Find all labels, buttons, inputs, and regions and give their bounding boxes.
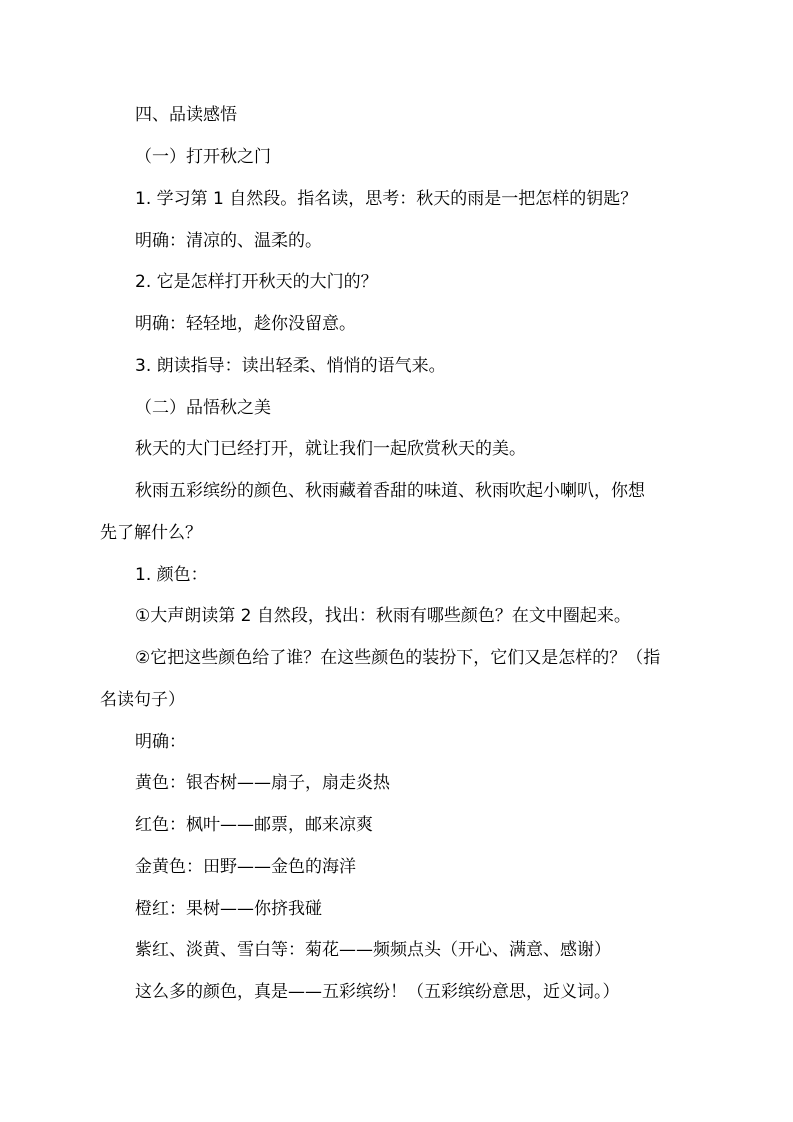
paragraph: 这么多的颜色，真是——五彩缤纷！（五彩缤纷意思，近义词。） bbox=[135, 982, 620, 1002]
paragraph: 明确： bbox=[135, 732, 186, 752]
section-heading: 四、品读感悟 bbox=[135, 105, 237, 125]
paragraph: ②它把这些颜色给了谁？在这些颜色的装扮下，它们又是怎样的？（指 bbox=[135, 648, 661, 668]
list-item: 黄色：银杏树——扇子，扇走炎热 bbox=[135, 773, 390, 793]
subsection-heading: （二）品悟秋之美 bbox=[135, 398, 271, 418]
paragraph: ①大声朗读第 2 自然段，找出：秋雨有哪些颜色？在文中圈起来。 bbox=[135, 606, 631, 626]
list-item: 红色：枫叶——邮票，邮来凉爽 bbox=[135, 815, 373, 835]
list-item: 橙红：果树——你挤我碰 bbox=[135, 899, 322, 919]
paragraph: 1. 颜色： bbox=[135, 565, 208, 585]
paragraph: 秋雨五彩缤纷的颜色、秋雨藏着香甜的味道、秋雨吹起小喇叭，你想 bbox=[135, 481, 645, 501]
paragraph: 明确：清凉的、温柔的。 bbox=[135, 231, 322, 251]
paragraph-continuation: 名读句子） bbox=[100, 690, 185, 710]
list-item: 紫红、淡黄、雪白等：菊花——频频点头（开心、满意、感谢） bbox=[135, 940, 611, 960]
paragraph: 明确：轻轻地，趁你没留意。 bbox=[135, 314, 356, 334]
paragraph: 1. 学习第 1 自然段。指名读，思考：秋天的雨是一把怎样的钥匙？ bbox=[135, 189, 638, 209]
list-item: 金黄色：田野——金色的海洋 bbox=[135, 857, 356, 877]
paragraph: 秋天的大门已经打开，就让我们一起欣赏秋天的美。 bbox=[135, 439, 526, 459]
paragraph: 2. 它是怎样打开秋天的大门的？ bbox=[135, 272, 378, 292]
paragraph: 3. 朗读指导：读出轻柔、悄悄的语气来。 bbox=[135, 356, 446, 376]
subsection-heading: （一）打开秋之门 bbox=[135, 147, 271, 167]
paragraph-continuation: 先了解什么？ bbox=[100, 523, 202, 543]
